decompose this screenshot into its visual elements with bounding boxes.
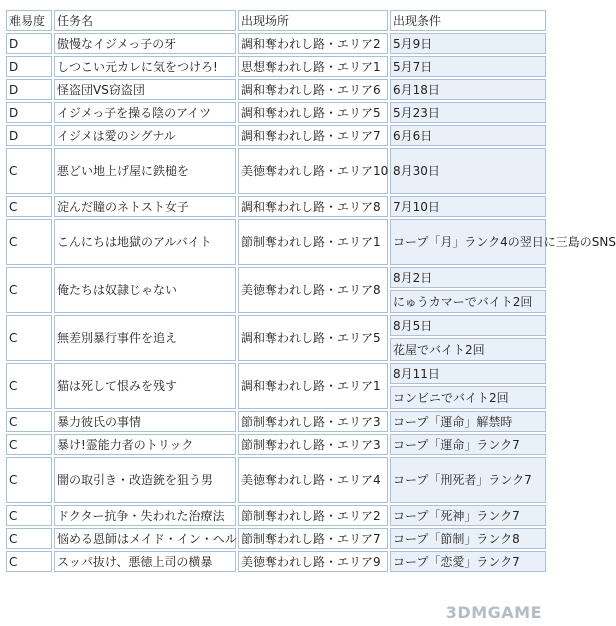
difficulty-cell: D [6,102,52,123]
condition-cell: 5月23日 [390,102,546,123]
table-row [6,267,546,288]
condition-cell: コープ「運命」解禁時 [390,411,546,432]
location-cell: 美徳奪われし路・エリア4 [238,457,388,503]
condition-cell: 7月10日 [390,196,546,217]
location-cell: 調和奪われし路・エリア5 [238,315,388,361]
task-name-cell: 悩める恩師はメイド・イン・ヘル [54,528,236,549]
location-cell: 節制奪われし路・エリア3 [238,434,388,455]
task-name-cell: 猫は死して恨みを残す [54,363,236,409]
table-row [6,457,546,503]
condition-cell: 8月2日 [390,267,546,288]
quest-table-body [6,33,616,572]
table-row [6,434,546,455]
task-name-cell: イジメは愛のシグナル [54,125,236,146]
table-row [6,102,546,123]
location-cell: 調和奪われし路・エリア2 [238,33,388,54]
header-condition: 出现条件 [390,10,546,31]
location-cell: 美徳奪われし路・エリア10 [238,148,388,194]
location-cell: 節制奪われし路・エリア3 [238,411,388,432]
difficulty-cell: C [6,457,52,503]
condition-cell: 6月6日 [390,125,546,146]
difficulty-cell: D [6,79,52,100]
condition-cell: 5月9日 [390,33,546,54]
header-task-name: 任务名 [54,10,236,31]
difficulty-cell: C [6,219,52,265]
location-cell: 節制奪われし路・エリア1 [238,219,388,265]
location-cell: 調和奪われし路・エリア8 [238,196,388,217]
table-row [6,505,546,526]
header-row [6,10,546,31]
condition-cell: 8月11日 [390,363,546,384]
location-cell: 節制奪われし路・エリア7 [238,528,388,549]
site-watermark: 3DMGAME [445,603,542,622]
task-name-cell: 悪どい地上げ屋に鉄槌を [54,148,236,194]
difficulty-cell: C [6,267,52,313]
difficulty-cell: C [6,411,52,432]
difficulty-cell: C [6,148,52,194]
difficulty-cell: C [6,505,52,526]
condition-cell: コープ「節制」ランク8 [390,528,546,549]
task-name-cell: イジメっ子を操る陰のアイツ [54,102,236,123]
task-name-cell: 傲慢なイジメっ子の牙 [54,33,236,54]
table-row [6,148,546,194]
condition-cell: コンビニでバイト2回 [390,386,546,409]
location-cell: 思想奪われし路・エリア1 [238,56,388,77]
condition-cell: 8月5日 [390,315,546,336]
condition-cell: コープ「恋愛」ランク7 [390,551,546,572]
table-row [6,363,546,384]
difficulty-cell: C [6,315,52,361]
table-row [6,315,546,336]
header-difficulty: 难易度 [6,10,52,31]
condition-cell: 花屋でバイト2回 [390,338,546,361]
task-name-cell: しつこい元カレに気をつけろ! [54,56,236,77]
difficulty-cell: C [6,363,52,409]
table-row [6,33,546,54]
condition-cell: 8月30日 [390,148,546,194]
table-row [6,411,546,432]
task-name-cell: 闇の取引き・改造銃を狙う男 [54,457,236,503]
condition-cell: 6月18日 [390,79,546,100]
difficulty-cell: D [6,56,52,77]
task-name-cell: ドクター抗争・失われた治療法 [54,505,236,526]
difficulty-cell: C [6,551,52,572]
location-cell: 調和奪われし路・エリア1 [238,363,388,409]
condition-cell: コープ「死神」ランク7 [390,505,546,526]
task-name-cell: 暴力彼氏の事情 [54,411,236,432]
condition-cell: コープ「刑死者」ランク7 [390,457,546,503]
table-row [6,219,546,265]
location-cell: 調和奪われし路・エリア5 [238,102,388,123]
condition-cell: にゅうカマーでバイト2回 [390,290,546,313]
task-name-cell: スッパ抜け、悪徳上司の横暴 [54,551,236,572]
difficulty-cell: C [6,528,52,549]
table-row [6,56,546,77]
location-cell: 美徳奪われし路・エリア9 [238,551,388,572]
location-cell: 調和奪われし路・エリア6 [238,79,388,100]
table-row [6,79,546,100]
location-cell: 節制奪われし路・エリア2 [238,505,388,526]
difficulty-cell: D [6,125,52,146]
task-name-cell: 淀んだ瞳のネトスト女子 [54,196,236,217]
quest-table [4,8,616,574]
task-name-cell: 無差別暴行事件を追え [54,315,236,361]
condition-cell: コープ「月」ランク4の翌日に三島のSNS [390,219,546,265]
header-location: 出现场所 [238,10,388,31]
condition-cell: 5月7日 [390,56,546,77]
table-row [6,125,546,146]
difficulty-cell: D [6,33,52,54]
table-row [6,551,546,572]
task-name-cell: 暴け!霊能力者のトリック [54,434,236,455]
condition-cell: コープ「運命」ランク7 [390,434,546,455]
table-row [6,528,546,549]
task-name-cell: 怪盗団VS窃盗団 [54,79,236,100]
table-row [6,196,546,217]
task-name-cell: こんにちは地獄のアルバイト [54,219,236,265]
location-cell: 美徳奪われし路・エリア8 [238,267,388,313]
difficulty-cell: C [6,196,52,217]
location-cell: 調和奪われし路・エリア7 [238,125,388,146]
difficulty-cell: C [6,434,52,455]
task-name-cell: 俺たちは奴隷じゃない [54,267,236,313]
